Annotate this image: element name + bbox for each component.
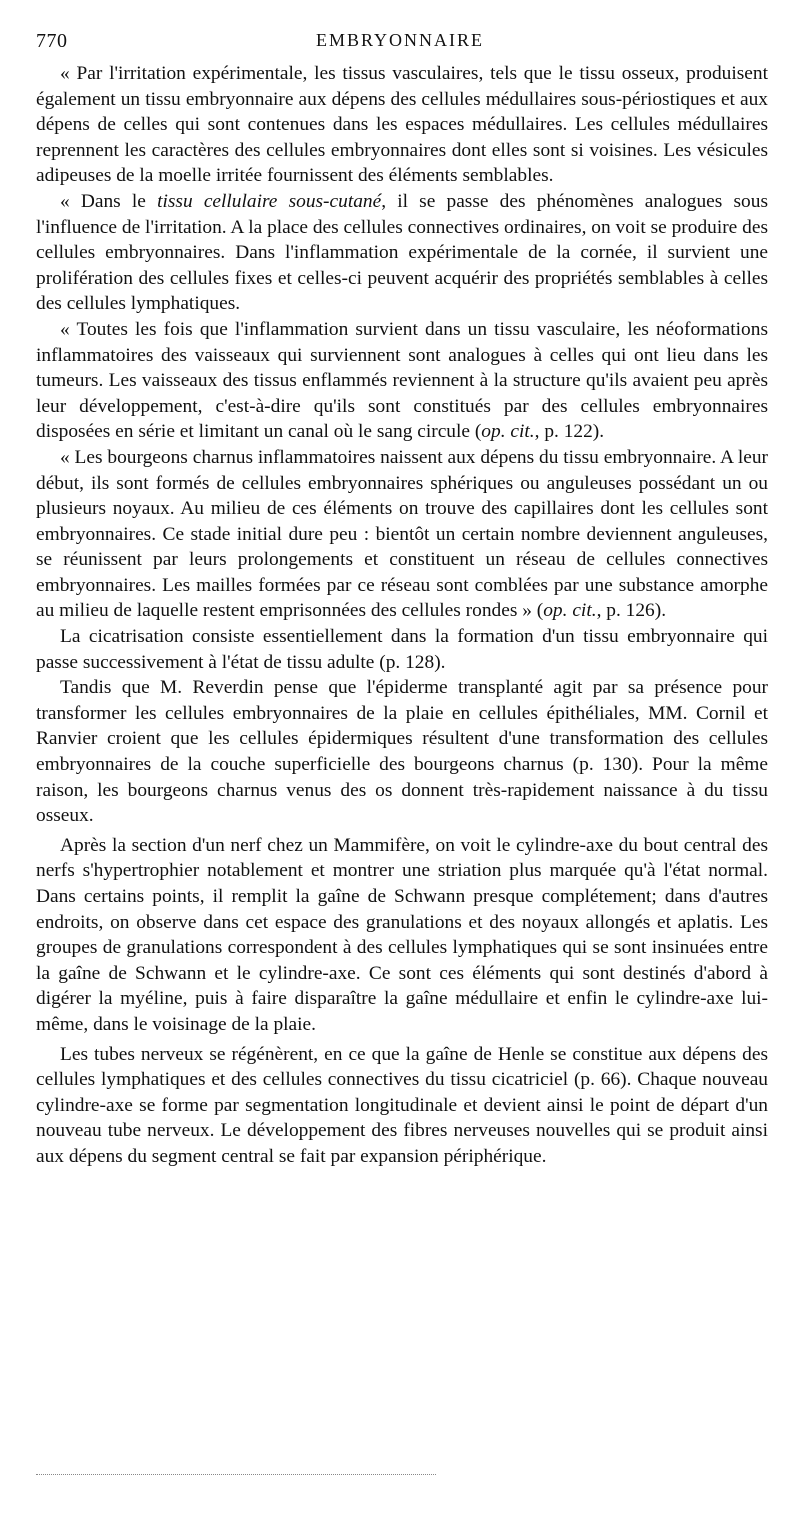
- paragraph: Les tubes nerveux se régénèrent, en ce que la gaîne de Henle se constitue aux dépens des cellules lymphatiques et des cellules connectives du tissu cicatriciel (p. 66). Chaque nouveau cylindre-axe se forme par segmentation longitudinale et devient ainsi le point de départ d'un nouveau tube nerveux. Le développement des fibres nerveuses nouvelles qui se produit ainsi aux dépens du segment central se fait par expansion périphérique.: [36, 1043, 768, 1167]
- paragraph: « Les bourgeons charnus inflammatoires naissent aux dépens du tissu embryonnaire. A leur début, ils sont formés de cellules embryonnaires sphériques ou anguleuses possédant un ou plusieurs noyaux. Au milieu de ces éléments on trouve des capillaires dont les cellules sont embryonnaires. Ce stade initial dure peu : bientôt un certain nombre deviennent anguleuses, se réunissent par leurs prolongements et constituent un réseau de cellules connectives embryonnaires. Les mailles formées par ce réseau sont comblées par une substance amorphe au milieu de laquelle restent emprisonnées des cellules rondes » (op. cit., p. 126).: [36, 446, 768, 622]
- paragraph: « Par l'irritation expérimentale, les tissus vasculaires, tels que le tissu osseux, produisent également un tissu embryonnaire aux dépens des cellules médullaires sous-périostiques et aux dépens de celles qui sont contenues dans les espaces médullaires. Les cellules médullaires reprennent les caractères des cellules embryonnaires dont elles sont si voisines. Les vésicules adipeuses de la moelle irritée fournissent des éléments semblables.: [36, 63, 768, 187]
- paragraph: Tandis que M. Reverdin pense que l'épiderme transplanté agit par sa présence pour transformer les cellules embryonnaires de la plaie en cellules épithéliales, MM. Cornil et Ranvier croient que les cellules épidermiques résultent d'une transformation des cellules embryonnaires de la couche superficielle des bourgeons charnus (p. 130). Pour la même raison, les bourgeons charnus venus des os donnent très-rapidement naissance à du tissu osseux.: [36, 677, 768, 827]
- page-number: 770: [36, 30, 68, 52]
- footer-rule: [36, 1474, 436, 1475]
- paragraph: La cicatrisation consiste essentiellement dans la formation d'un tissu embryonnaire qui passe successivement à l'état de tissu adulte (p. 128).: [36, 626, 768, 673]
- page-header: [36, 30, 764, 56]
- body-text: [36, 61, 768, 1170]
- paragraph: « Dans le tissu cellulaire sous-cutané, il se passe des phénomènes analogues sous l'influence de l'irritation. A la place des cellules connectives ordinaires, on voit se produire des cellules embryonnaires. Dans l'inflammation expérimentale de la cornée, il survient une prolifération des cellules fixes et celles-ci peuvent acquérir des propriétés semblables à celles des cellules lymphatiques.: [36, 190, 768, 315]
- paragraph: Après la section d'un nerf chez un Mammifère, on voit le cylindre-axe du bout central des nerfs s'hypertrophier notablement et montrer une striation plus marquée qu'à l'état normal. Dans certains points, il remplit la gaîne de Schwann presque complétement; dans d'autres endroits, on observe dans cet espace des granulations et des noyaux allongés et aplatis. Les groupes de granulations correspondent à des cellules lymphatiques qui se sont insinuées entre la gaîne de Schwann et le cylindre-axe. Ce sont ces éléments qui sont destinés d'abord à digérer la myéline, puis à faire disparaître la gaîne médullaire et enfin le cylindre-axe lui-même, dans le voisinage de la plaie.: [36, 834, 768, 1035]
- paragraph: « Toutes les fois que l'inflammation survient dans un tissu vasculaire, les néoformations inflammatoires des vaisseaux qui surviennent sont analogues à celles qui ont lieu dans les tumeurs. Les vaisseaux des tissus enflammés reviennent à la structure qu'ils avaient peu après leur développement, c'est-à-dire qu'ils sont constitués par des cellules embryonnaires disposées en série et limitant un canal où le sang circule (op. cit., p. 122).: [36, 318, 768, 443]
- running-head: EMBRYONNAIRE: [315, 30, 484, 50]
